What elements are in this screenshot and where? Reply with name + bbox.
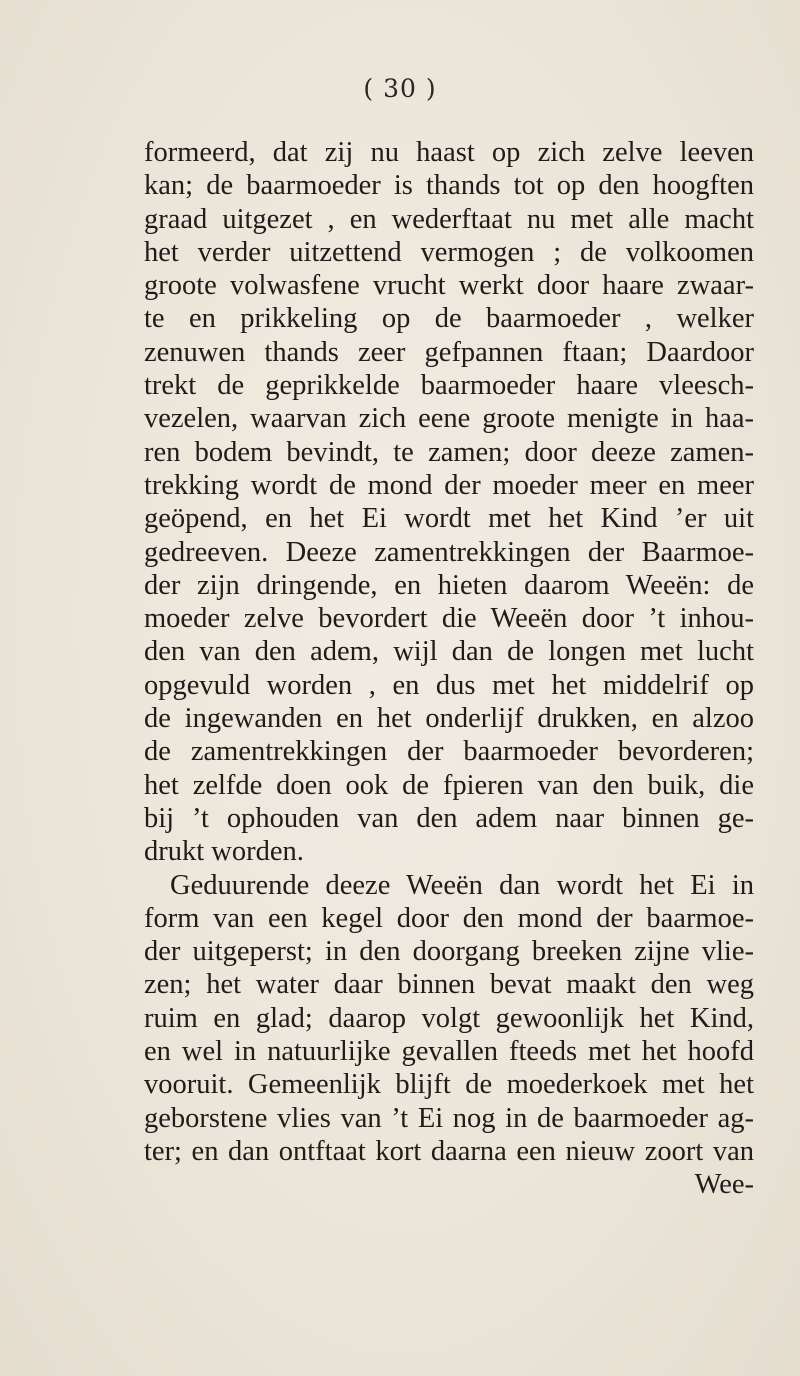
text-line: gedreeven. Deeze zamentrekkingen der Baarmoe-	[144, 536, 754, 568]
text-line: opgevuld worden , en dus met het middelrif op	[144, 669, 754, 701]
text-line: de zamentrekkingen der baarmoeder bevorderen;	[144, 736, 754, 768]
text-line: form van een kegel door den mond der baarmoe-	[144, 902, 754, 934]
text-line: bij ’t ophouden van den adem naar binnen ge-	[144, 802, 754, 834]
text-line: groote volwasfene vrucht werkt door haare zwaar-	[144, 270, 754, 302]
text-line: trekt de geprikkelde baarmoeder haare vleesch-	[144, 370, 754, 402]
text-line: ter; en dan ontftaat kort daarna een nieuw zoort van	[144, 1135, 754, 1167]
text-line: het verder uitzettend vermogen ; de volkoomen	[144, 236, 754, 268]
text-line: zen; het water daar binnen bevat maakt den weg	[144, 969, 754, 1001]
text-line: der zijn dringende, en hieten daarom Weeën: de	[144, 569, 754, 601]
text-line: graad uitgezet , en wederftaat nu met alle macht	[144, 203, 754, 235]
text-line: ren bodem bevindt, te zamen; door deeze zamen-	[144, 436, 754, 468]
text-line: geborstene vlies van ’t Ei nog in de baarmoeder ag-	[144, 1102, 754, 1134]
page-number-header: ( 30 )	[363, 74, 437, 103]
catchword: Wee-	[694, 1169, 754, 1201]
text-line: Geduurende deeze Weeën dan wordt het Ei in	[170, 869, 754, 901]
text-line: en wel in natuurlijke gevallen fteeds met het hoofd	[144, 1036, 754, 1068]
text-line: drukt worden.	[144, 836, 304, 868]
text-line: kan; de baarmoeder is thands tot op den hoogften	[144, 170, 754, 202]
text-line: trekking wordt de mond der moeder meer en meer	[144, 469, 754, 501]
body-text	[144, 136, 754, 1202]
text-line: de ingewanden en het onderlijf drukken, en alzoo	[144, 703, 754, 735]
text-line: ruim en glad; daarop volgt gewoonlijk het Kind,	[144, 1002, 754, 1034]
text-line: geöpend, en het Ei wordt met het Kind ’er uit	[144, 503, 754, 535]
text-line: formeerd, dat zij nu haast op zich zelve leeven	[144, 137, 754, 168]
text-line: der uitgeperst; in den doorgang breeken zijne vlie-	[144, 936, 754, 968]
text-line: moeder zelve bevordert die Weeën door ’t inhou-	[144, 603, 754, 635]
text-line: vezelen, waarvan zich eene groote menigte in haa-	[144, 403, 754, 435]
text-line: het zelfde doen ook de fpieren van den buik, die	[144, 769, 754, 801]
text-line: zenuwen thands zeer gefpannen ftaan; Daardoor	[144, 336, 754, 368]
text-line: te en prikkeling op de baarmoeder , welker	[144, 303, 754, 335]
text-line: vooruit. Gemeenlijk blijft de moederkoek met het	[144, 1069, 754, 1101]
text-line: den van den adem, wijl dan de longen met lucht	[144, 636, 754, 668]
